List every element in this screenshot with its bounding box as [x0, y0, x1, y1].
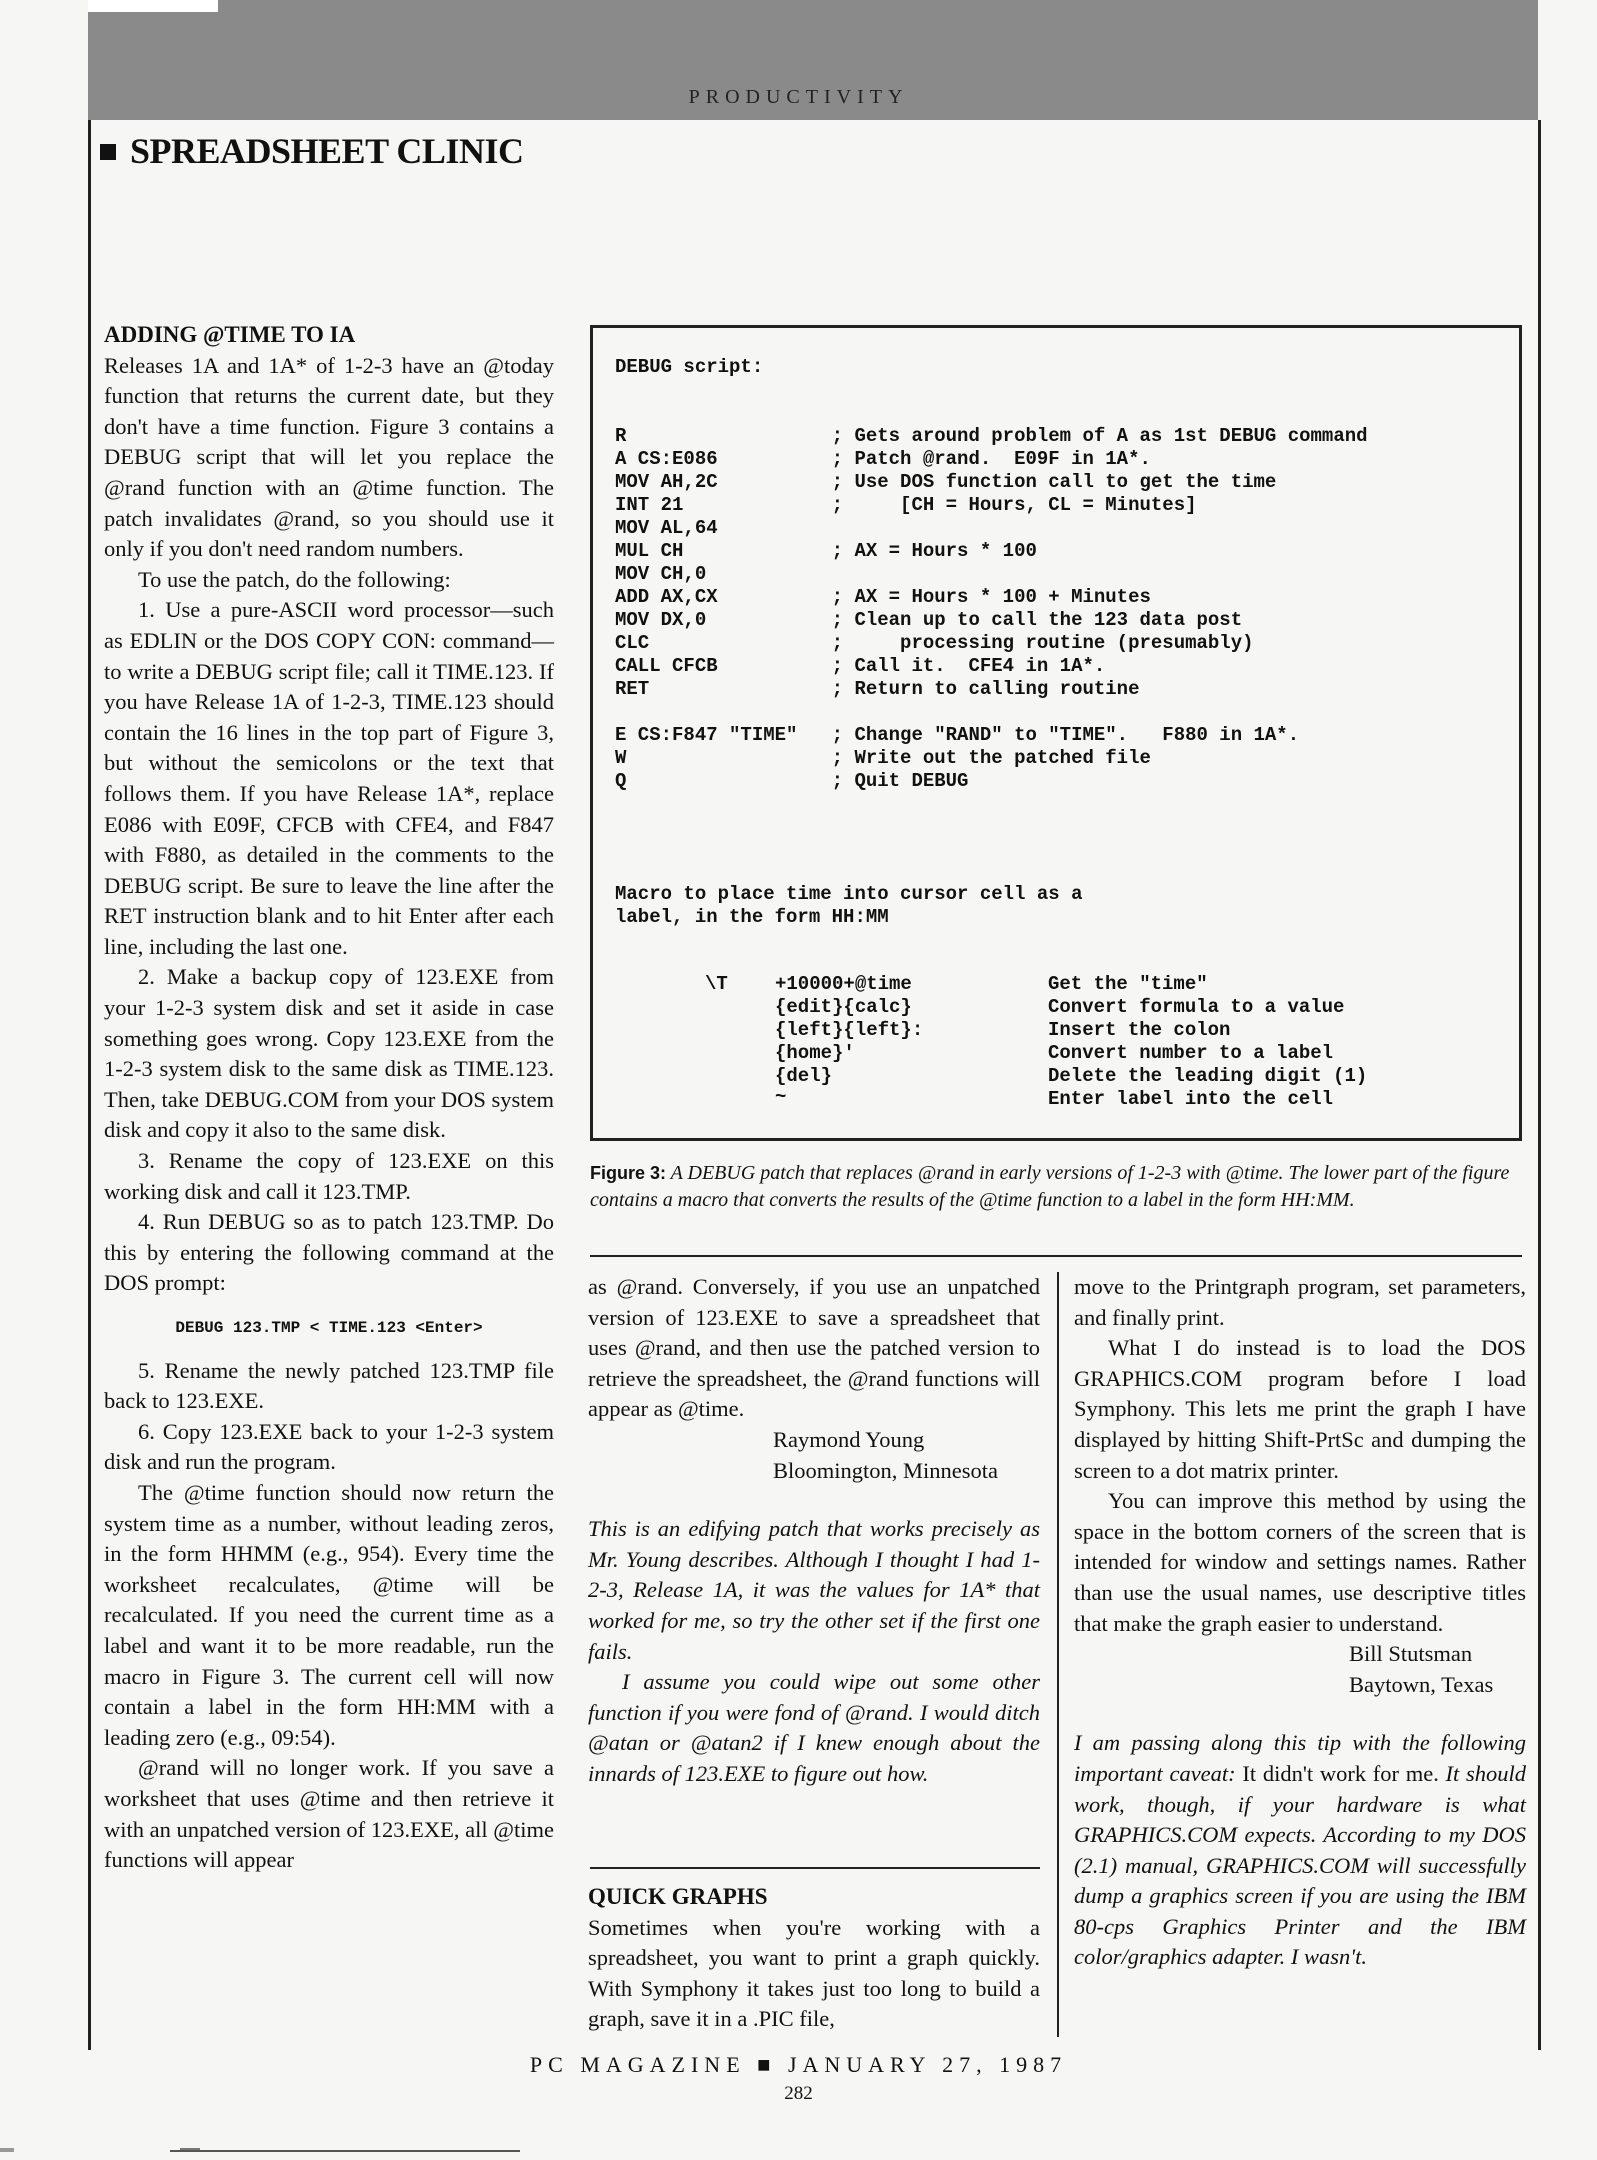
command-line: DEBUG 123.TMP < TIME.123 <Enter> — [175, 1319, 483, 1337]
script-line: RET ; Return to calling routine — [615, 678, 1140, 700]
paragraph: What I do instead is to load the DOS GRAPHICS.COM program before I load Symphony. This lets me print the graph I have displayed by hitting Shift-PrtSc and dumping the screen to a dot matrix printer. — [1074, 1335, 1526, 1483]
figure-caption — [590, 1160, 1522, 1214]
paragraph: Sometimes when you're working with a spreadsheet, you want to print a graph quickly. With Symphony it takes just too long to build a graph, save it in a .PIC file, — [588, 1914, 1040, 2032]
script-line: ADD AX,CX ; AX = Hours * 100 + Minutes — [615, 586, 1151, 608]
script-line: MOV AH,2C ; Use DOS function call to get the time — [615, 471, 1277, 493]
figure-title: DEBUG script: — [615, 356, 764, 378]
editor-note — [1074, 1728, 1526, 1973]
author-place: Baytown, Texas — [1349, 1671, 1494, 1697]
macro-key: \T — [705, 973, 728, 995]
issue-date: JANUARY 27, 1987 — [787, 2052, 1068, 2077]
bullet-square-icon — [100, 144, 116, 160]
step-2: 2. Make a backup copy of 123.EXE from your 1-2-3 system disk and set it aside in case something goes wrong. Copy 123.EXE from the 1-2-3 system disk to the same disk as TIME.123. Then, take DEBUG.COM from your DOS system disk and copy it also to the same disk. — [104, 964, 554, 1143]
scan-mark — [0, 2148, 14, 2152]
paragraph: To use the patch, do the following: — [138, 566, 451, 592]
editor-note: I assume you could wipe out some other function if you were fond of @rand. I would ditch @atan or @atan2 if I knew enough about the innards of 123.EXE to figure out how. — [588, 1669, 1040, 1786]
script-line: INT 21 ; [CH = Hours, CL = Minutes] — [615, 494, 1197, 516]
script-line: R ; Gets around problem of A as 1st DEBUG command — [615, 425, 1368, 447]
column-divider — [1057, 1272, 1059, 2037]
page-number: 282 — [784, 2083, 813, 2104]
column-2 — [588, 1272, 1040, 1790]
caption-rule — [590, 1255, 1522, 1257]
script-line: MOV CH,0 — [615, 563, 707, 585]
macro-cmd: {del} — [775, 1065, 833, 1087]
header-corner — [88, 0, 218, 12]
magazine-name: PC MAGAZINE — [529, 2052, 746, 2077]
macro-note: Delete the leading digit (1) — [1048, 1065, 1368, 1087]
step-5: 5. Rename the newly patched 123.TMP file back to 123.EXE. — [104, 1357, 554, 1414]
paragraph: Releases 1A and 1A* of 1-2-3 have an @today function that returns the current date, but they don't have a time function. Figure 3 contains a DEBUG script that will let you replace the @rand function with an @time function. The patch invalidates @rand, so you should use it only if you don't need random numbers. — [104, 352, 554, 562]
page-footer: PC MAGAZINE ■ JANUARY 27, 1987 — [529, 2052, 1068, 2077]
caption-label: Figure 3: — [590, 1163, 667, 1183]
step-3: 3. Rename the copy of 123.EXE on this working disk and call it 123.TMP. — [104, 1148, 554, 1204]
macro-cmd: {edit}{calc} — [775, 996, 912, 1018]
paragraph: You can improve this method by using the space in the bottom corners of the screen that is intended for window and settings names. Rather than use the usual names, use descriptive titles that make the graph easier to understand. — [1074, 1488, 1526, 1636]
macro-note: Convert formula to a value — [1048, 996, 1345, 1018]
section-title — [100, 130, 523, 172]
scan-rule — [170, 2150, 520, 2152]
macro-note: Convert number to a label — [1048, 1042, 1334, 1064]
section-rule — [590, 1867, 1040, 1869]
script-line: MOV AL,64 — [615, 517, 718, 539]
step-1: 1. Use a pure-ASCII word processor—such as EDLIN or the DOS COPY CON: command—to write a DEBUG script file; call it TIME.123. If you have Release 1A of 1-2-3, TIME.123 should contain the 16 lines in the top part of Figure 3, but without the semicolons or the text that follows them. If you have Release 1A*, replace E086 with E09F, CFCB with CFE4, and F847 with F880, as detailed in the comments to the DEBUG script. Be sure to leave the line after the RET instruction blank and to hit Enter after each line, including the last one. — [104, 597, 554, 959]
editor-note-detail: It should work, though, if your hardware is what GRAPHICS.COM expects. According to my DOS (2.1) manual, GRAPHICS.COM will successfully dump a graphics screen if you are using the IBM 80-cps Graphics Printer and the IBM color/graphics adapter. I wasn't. — [1074, 1760, 1526, 1970]
macro-note: Get the "time" — [1048, 973, 1208, 995]
macro-cmd: {left}{left}: — [775, 1019, 924, 1041]
script-line: Q ; Quit DEBUG — [615, 770, 969, 792]
section-kicker: PRODUCTIVITY — [688, 86, 909, 108]
step-4: 4. Run DEBUG so as to patch 123.TMP. Do this by entering the following command at the DOS prompt: — [104, 1209, 554, 1296]
step-6: 6. Copy 123.EXE back to your 1-2-3 system disk and run the program. — [104, 1418, 554, 1475]
column-2-continued — [588, 1882, 1040, 2035]
macro-intro: Macro to place time into cursor cell as a — [615, 883, 1083, 905]
script-line: CALL CFCB ; Call it. CFE4 in 1A*. — [615, 655, 1106, 677]
paragraph: @rand will no longer work. If you save a worksheet that uses @time and then retrieve it with an unpatched version of 123.EXE, all @time functions will appear — [104, 1755, 554, 1873]
editor-note-lead: I am passing along this tip with the following important caveat: — [1074, 1730, 1526, 1786]
macro-note: Enter label into the cell — [1048, 1088, 1334, 1110]
article-heading: QUICK GRAPHS — [588, 1884, 768, 1909]
script-line: A CS:E086 ; Patch @rand. E09F in 1A*. — [615, 448, 1151, 470]
script-line: MUL CH ; AX = Hours * 100 — [615, 540, 1037, 562]
paragraph: as @rand. Conversely, if you use an unpatched version of 123.EXE to save a spreadsheet that uses @rand, and then use the patched version to retrieve the spreadsheet, the @rand functions will appear as @time. — [588, 1274, 1040, 1422]
editor-note-caveat: It didn't work for me. — [1242, 1760, 1439, 1786]
right-border — [1538, 120, 1541, 2050]
caption-text: A DEBUG patch that replaces @rand in early versions of 1-2-3 with @time. The lower part of the figure contains a macro that converts the results of the @time function to a label in the form HH:MM. — [590, 1162, 1510, 1211]
macro-note: Insert the colon — [1048, 1019, 1231, 1041]
column-1 — [104, 320, 554, 1876]
author-name: Raymond Young — [773, 1426, 925, 1452]
script-line: W ; Write out the patched file — [615, 747, 1151, 769]
section-title-text: SPREADSHEET CLINIC — [130, 131, 524, 171]
author-place: Bloomington, Minnesota — [773, 1457, 998, 1483]
macro-cmd: {home}' — [775, 1042, 855, 1064]
script-line: CLC ; processing routine (presumably) — [615, 632, 1254, 654]
macro-cmd: +10000+@time — [775, 973, 912, 995]
left-border — [88, 120, 91, 2050]
script-line: E CS:F847 "TIME" ; Change "RAND" to "TIME". F880 in 1A*. — [615, 724, 1300, 746]
paragraph: move to the Printgraph program, set parameters, and finally print. — [1074, 1274, 1526, 1330]
macro-intro: label, in the form HH:MM — [615, 906, 889, 928]
script-line: MOV DX,0 ; Clean up to call the 123 data post — [615, 609, 1243, 631]
figure-3-box — [590, 325, 1522, 1141]
author-name: Bill Stutsman — [1349, 1641, 1473, 1667]
column-3 — [1074, 1272, 1526, 1973]
macro-cmd: ~ — [775, 1086, 787, 1108]
editor-note: This is an edifying patch that works precisely as Mr. Young describes. Although I thought I had 1-2-3, Release 1A, it was the values for 1A* that worked for me, so try the other set if the first one fails. — [588, 1516, 1040, 1664]
article-heading: ADDING @TIME TO IA — [104, 322, 356, 347]
paragraph: The @time function should now return the system time as a number, without leading zeros, in the form HHMM (e.g., 954). Every time the worksheet recalculates, @time will be recalculated. If you need the current time as a label and want it to be more readable, run the macro in Figure 3. The current cell will now contain a label in the form HH:MM with a leading zero (e.g., 09:54). — [104, 1479, 554, 1750]
